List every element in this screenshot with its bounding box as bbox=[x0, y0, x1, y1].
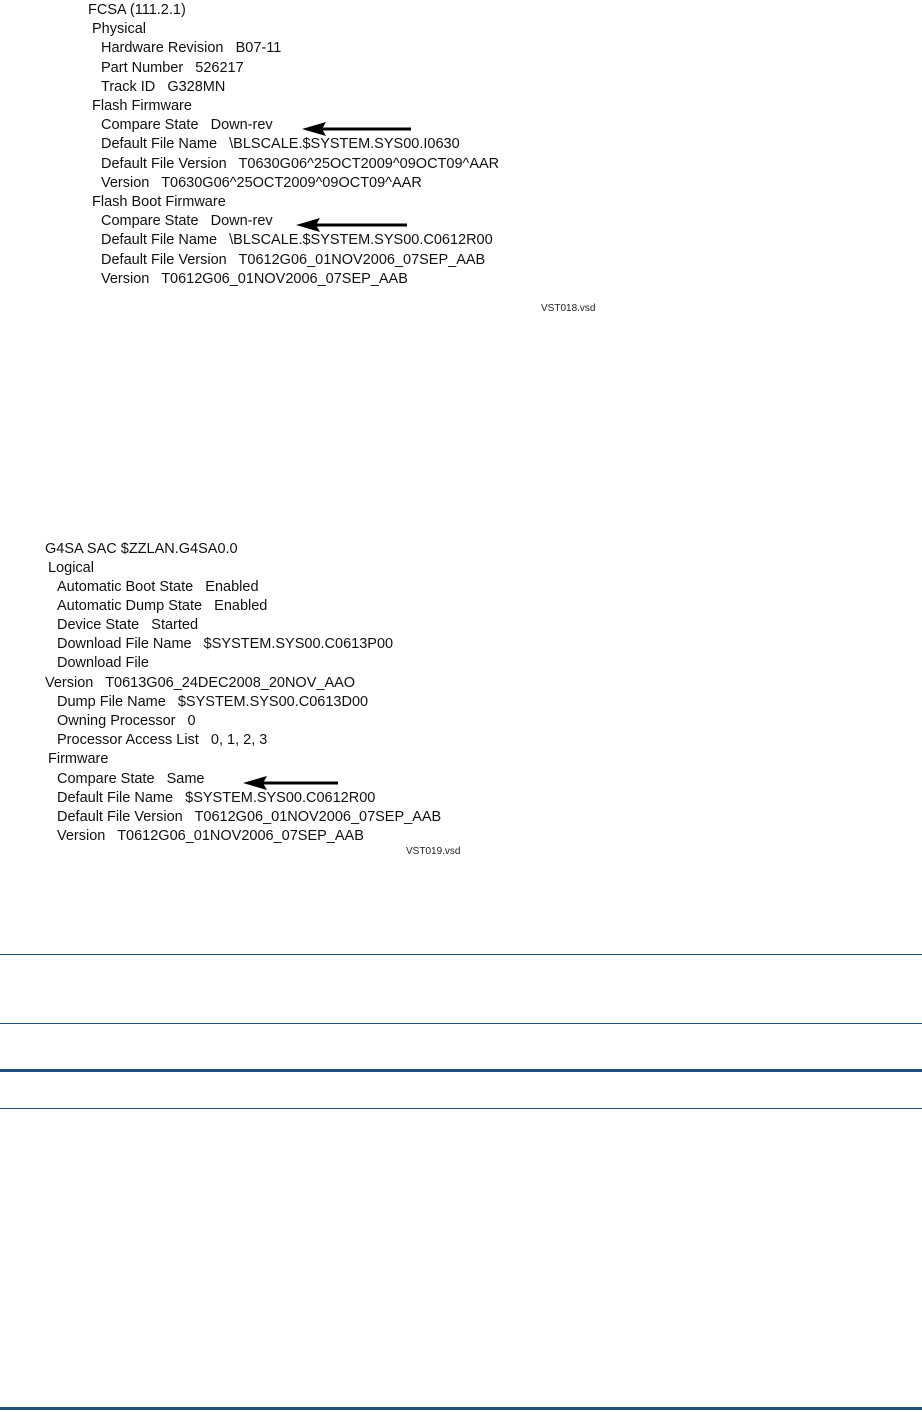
fig2-line-firmware: Firmware bbox=[48, 751, 109, 767]
fig1-line-physical: Physical bbox=[92, 21, 146, 37]
fig2-line-owning-processor: Owning Processor 0 bbox=[57, 713, 196, 729]
fig2-line-automatic-dump-state: Automatic Dump State Enabled bbox=[57, 598, 268, 614]
fig2-line-version-download: Version T0613G06_24DEC2008_20NOV_AAO bbox=[45, 675, 356, 691]
fig1-line-hardware-revision: Hardware Revision B07-11 bbox=[101, 40, 282, 56]
fig2-line-compare-state: Compare State Same bbox=[57, 771, 205, 787]
fig1-line-version-2: Version T0612G06_01NOV2006_07SEP_AAB bbox=[101, 271, 408, 287]
fig1-line-default-file-version-2: Default File Version T0612G06_01NOV2006_07SEP_AAB bbox=[101, 252, 486, 268]
fig2-line-version: Version T0612G06_01NOV2006_07SEP_AAB bbox=[57, 828, 364, 844]
fig1-line-default-file-name-2: Default File Name \BLSCALE.$SYSTEM.SYS00.C0612R00 bbox=[101, 232, 493, 248]
fig1-line-compare-state-1: Compare State Down-rev bbox=[101, 117, 273, 133]
fig1-line-flash-firmware: Flash Firmware bbox=[92, 98, 192, 114]
fig1-line-compare-state-2: Compare State Down-rev bbox=[101, 213, 273, 229]
fig2-line-dump-file-name: Dump File Name $SYSTEM.SYS00.C0613D00 bbox=[57, 694, 369, 710]
fig1-line-part-number: Part Number 526217 bbox=[101, 60, 244, 76]
rule-divider bbox=[0, 1108, 922, 1109]
fig2-line-device-state: Device State Started bbox=[57, 617, 199, 633]
arrow-left-icon bbox=[302, 121, 412, 137]
rule-divider-thick bbox=[0, 1407, 922, 1410]
fig1-line-track-id: Track ID G328MN bbox=[101, 79, 226, 95]
fig1-line-title: FCSA (111.2.1) bbox=[88, 2, 186, 18]
fig2-line-download-file: Download File bbox=[57, 655, 149, 671]
fig2-line-processor-access-list: Processor Access List 0, 1, 2, 3 bbox=[57, 732, 268, 748]
fig1-line-default-file-name-1: Default File Name \BLSCALE.$SYSTEM.SYS00.I0630 bbox=[101, 136, 460, 152]
rule-divider bbox=[0, 1023, 922, 1024]
fig1-line-default-file-version-1: Default File Version T0630G06^25OCT2009^09OCT09^AAR bbox=[101, 156, 500, 172]
fig1-line-version-1: Version T0630G06^25OCT2009^09OCT09^AAR bbox=[101, 175, 422, 191]
figure-caption: VST019.vsd bbox=[406, 846, 461, 857]
fig2-line-automatic-boot-state: Automatic Boot State Enabled bbox=[57, 579, 259, 595]
rule-divider-thick bbox=[0, 1069, 922, 1072]
arrow-left-icon bbox=[296, 217, 408, 233]
rule-divider bbox=[0, 954, 922, 955]
fig2-line-title: G4SA SAC $ZZLAN.G4SA0.0 bbox=[45, 541, 238, 557]
fig1-line-flash-boot-firmware: Flash Boot Firmware bbox=[92, 194, 226, 210]
fig2-line-logical: Logical bbox=[48, 560, 94, 576]
arrow-left-icon bbox=[243, 775, 339, 791]
figure-caption: VST018.vsd bbox=[541, 303, 596, 314]
fig2-line-default-file-name: Default File Name $SYSTEM.SYS00.C0612R00 bbox=[57, 790, 376, 806]
fig2-line-default-file-version: Default File Version T0612G06_01NOV2006_07SEP_AAB bbox=[57, 809, 442, 825]
fig2-line-download-file-name: Download File Name $SYSTEM.SYS00.C0613P00 bbox=[57, 636, 394, 652]
